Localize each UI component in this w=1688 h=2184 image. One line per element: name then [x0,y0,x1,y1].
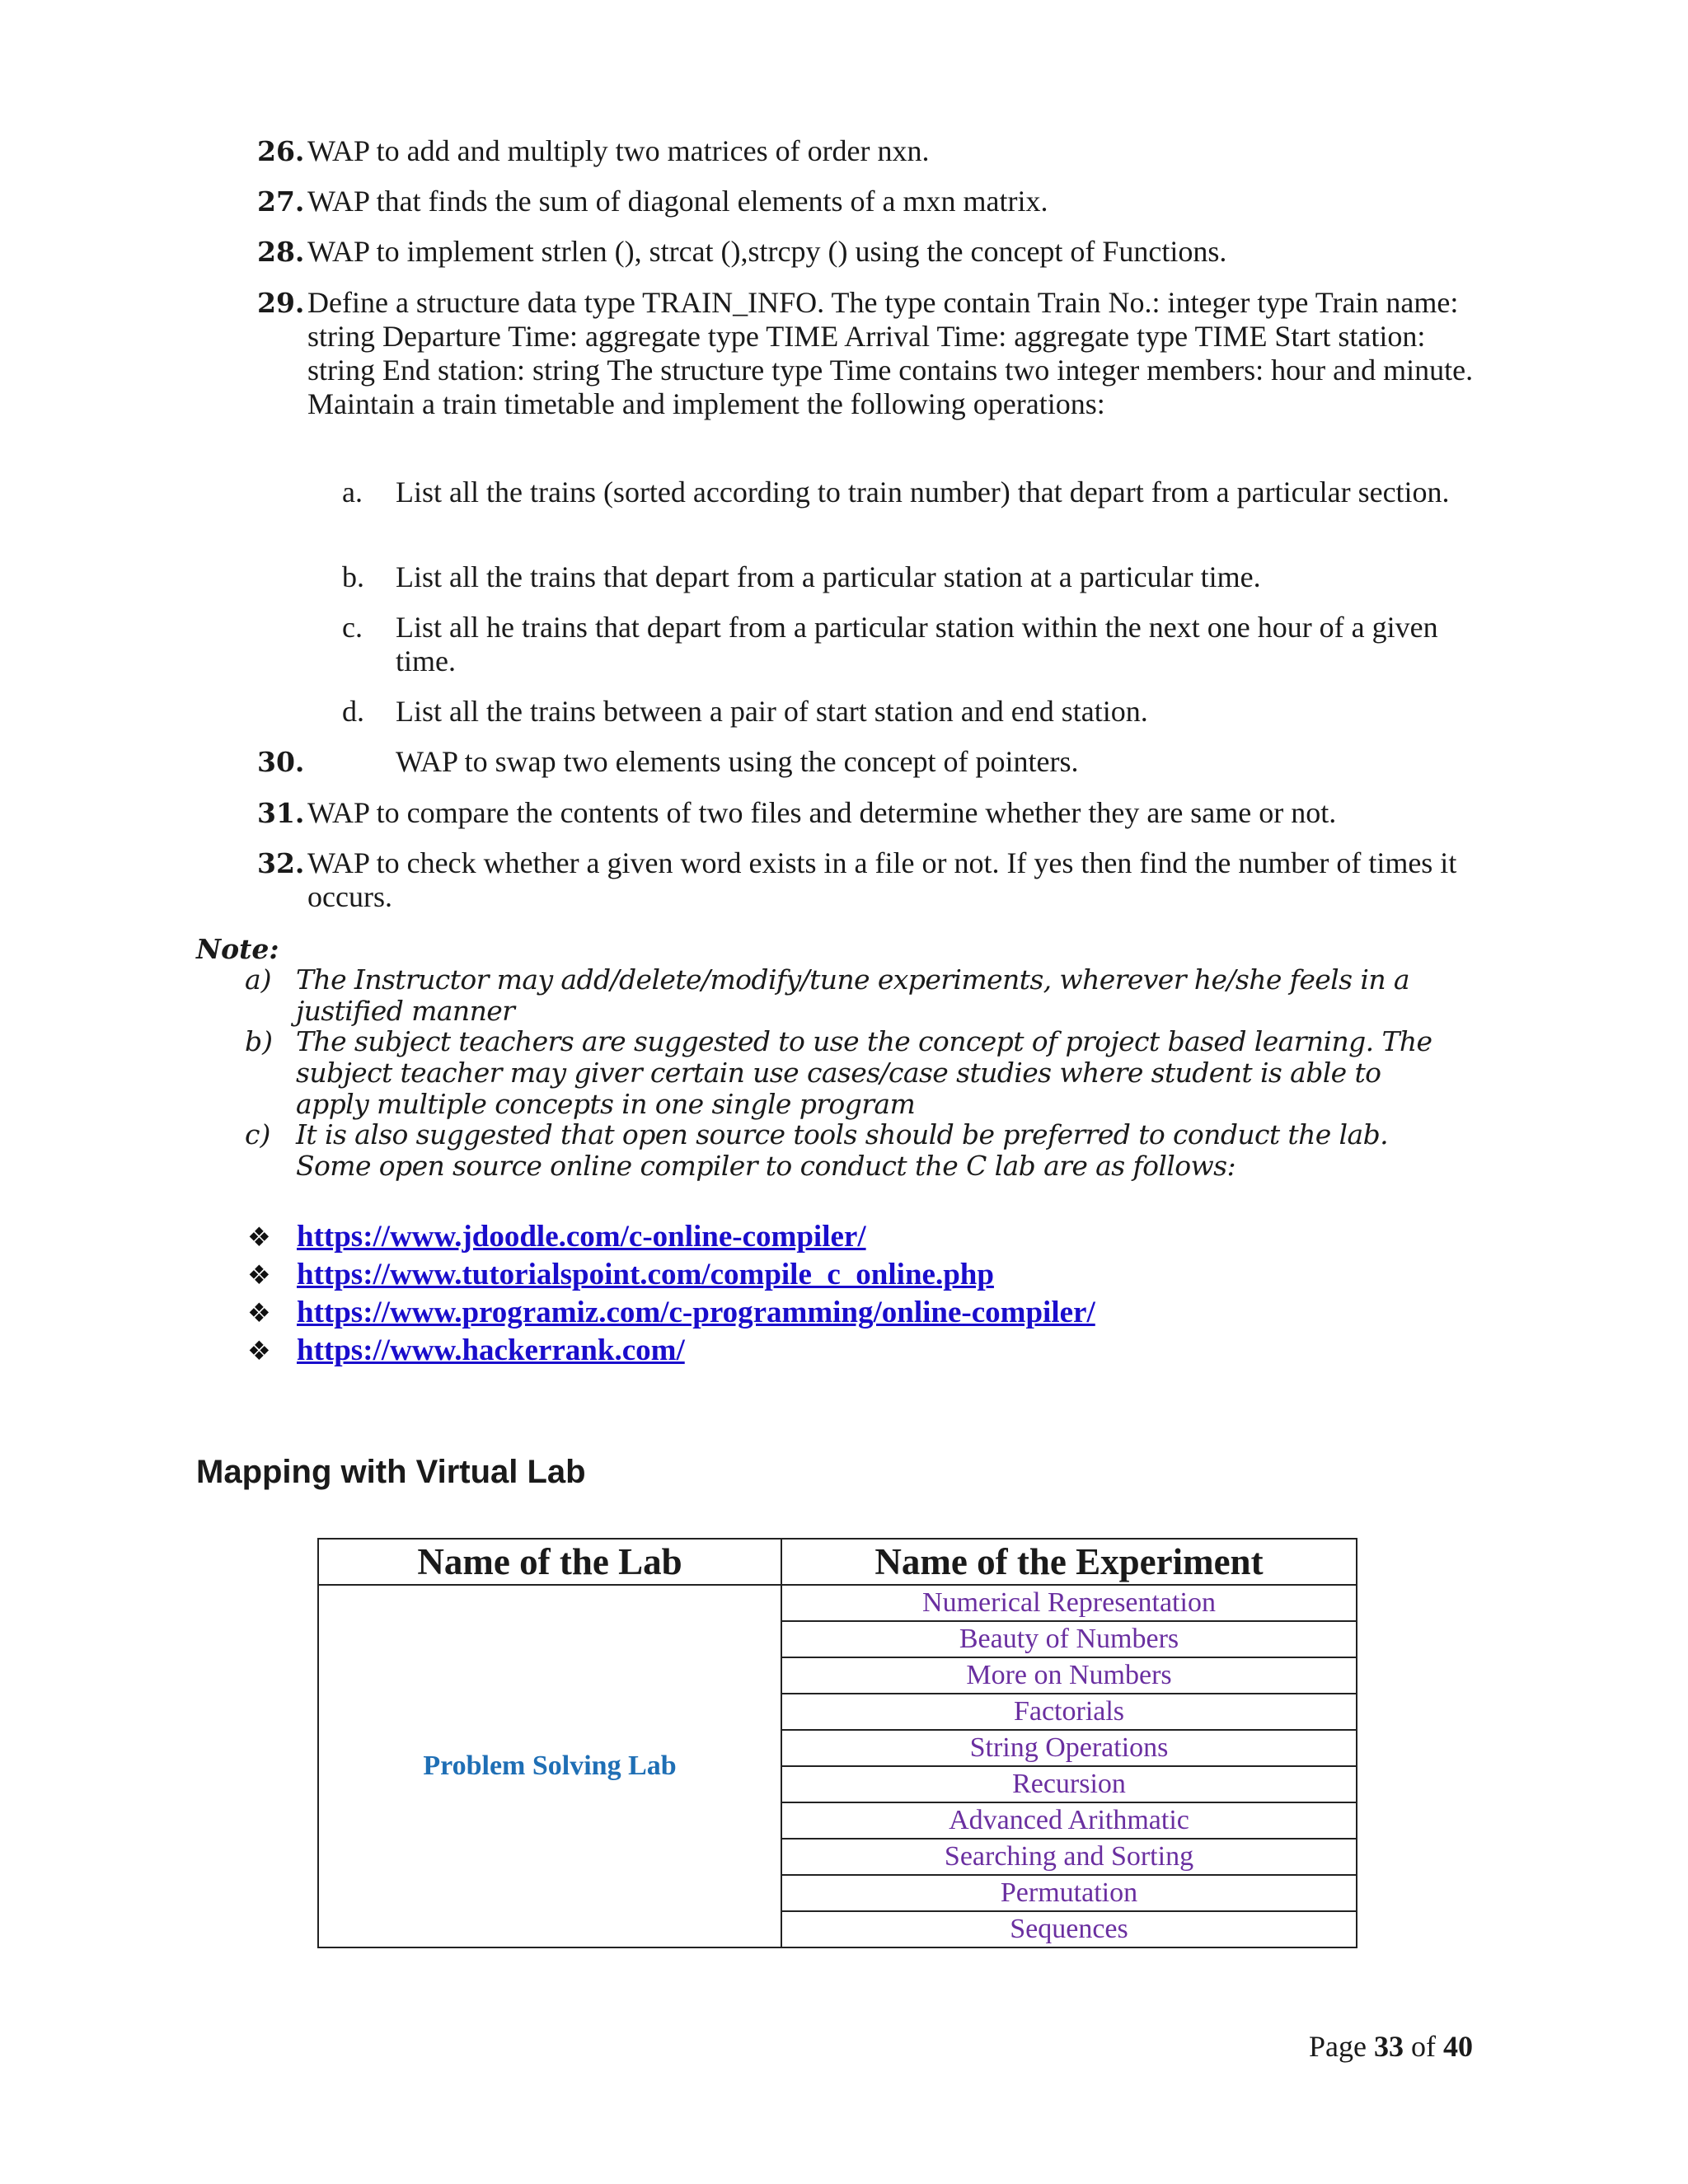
item-number: 32. [257,847,305,879]
lab-column-header: Name of the Lab [318,1539,781,1585]
experiment-cell: Beauty of Numbers [781,1621,1357,1657]
page-of: of [1410,2030,1436,2063]
page-prefix: Page [1309,2030,1367,2063]
tutorialspoint-link[interactable]: https://www.tutorialspoint.com/compile_c_online.php [297,1258,994,1291]
item-text: WAP that finds the sum of diagonal elements of a mxn matrix. [307,185,1048,218]
link-item [247,1256,1095,1294]
experiment-cell: Searching and Sorting [781,1839,1357,1875]
table-row [318,1585,1357,1621]
note-text: The subject teachers are suggested to use the concept of project based learning. The subject teacher may giver certain use cases/case studies where student is able to apply multiple concepts in one single program [296,1025,1432,1120]
item-text: WAP to implement strlen (), strcat (),strcpy () using the concept of Functions. [307,235,1227,268]
note-item-b [245,1026,1456,1120]
item-number: 30. [257,746,305,778]
note-item-a [245,964,1456,1027]
link-item [247,1294,1095,1332]
note-item-c [245,1119,1456,1182]
subitem-letter: a. [342,476,363,509]
item-number: 28. [257,236,305,268]
item-31 [257,796,1485,830]
item-text: Define a structure data type TRAIN_INFO. The type contain Train No.: integer type Train name: string Departure Time: aggregate type TIME Arrival Time: aggregate type TIME Start station: string End station: string The structure type Time contains two integer members: hour and minute. Maintain a train timetable and implement the following operations: [307,286,1474,420]
experiment-cell: Sequences [781,1911,1357,1947]
subitem-a [342,476,1488,509]
subitem-b [342,560,1488,594]
note-letter: b) [245,1025,273,1057]
experiment-cell: Permutation [781,1875,1357,1911]
table-header-row [318,1539,1357,1585]
current-page: 33 [1373,2030,1404,2063]
item-30 [257,745,1485,779]
subitem-text: List all the trains that depart from a particular station at a particular time. [396,560,1261,593]
subitem-c [342,611,1488,678]
item-number: 26. [257,135,305,167]
item-number: 29. [257,287,305,319]
lab-name-cell: Problem Solving Lab [318,1585,781,1947]
link-item [247,1218,1095,1256]
note-heading: Note: [196,933,279,965]
subitem-letter: b. [342,560,364,593]
diamond-bullet-icon: ❖ [247,1298,271,1328]
section-title: Mapping with Virtual Lab [196,1454,586,1490]
experiment-cell: More on Numbers [781,1657,1357,1694]
subitem-text: List all the trains between a pair of start station and end station. [396,695,1148,728]
note-text: The Instructor may add/delete/modify/tune experiments, wherever he/she feels in a justified manner [296,963,1409,1027]
note-letter: a) [245,963,272,996]
item-27 [257,185,1485,218]
subitem-d [342,695,1488,729]
subitem-text: List all he trains that depart from a particular station within the next one hour of a given time. [396,611,1438,677]
item-text: WAP to check whether a given word exists in a file or not. If yes then find the number of times it occurs. [307,846,1457,913]
diamond-bullet-icon: ❖ [247,1336,271,1366]
item-29 [257,286,1485,421]
hackerrank-link[interactable]: https://www.hackerrank.com/ [297,1333,685,1367]
virtual-lab-table [317,1538,1357,1948]
experiment-cell: String Operations [781,1730,1357,1766]
note-text: It is also suggested that open source tools should be preferred to conduct the lab. Some open source online compiler to conduct the C lab are as follows: [296,1118,1389,1182]
subitem-text: List all the trains (sorted according to train number) that depart from a particular section. [396,476,1450,509]
item-text: WAP to compare the contents of two files and determine whether they are same or not. [307,796,1337,829]
item-32 [257,846,1485,914]
diamond-bullet-icon: ❖ [247,1222,271,1252]
item-26 [257,134,1485,168]
page-number [1309,2029,1473,2064]
item-text: WAP to swap two elements using the concept of pointers. [396,745,1079,778]
item-text: WAP to add and multiply two matrices of order nxn. [307,134,930,167]
experiment-column-header: Name of the Experiment [781,1539,1357,1585]
subitem-letter: c. [342,611,363,644]
subitem-letter: d. [342,695,364,728]
compiler-link-list [247,1218,1095,1370]
programiz-link[interactable]: https://www.programiz.com/c-programming/online-compiler/ [297,1296,1095,1329]
item-number: 27. [257,185,305,218]
note-letter: c) [245,1118,271,1151]
total-pages: 40 [1442,2030,1473,2063]
experiment-cell: Numerical Representation [781,1585,1357,1621]
diamond-bullet-icon: ❖ [247,1260,271,1290]
item-28 [257,235,1485,269]
link-item [247,1332,1095,1370]
item-number: 31. [257,797,305,829]
experiment-cell: Factorials [781,1694,1357,1730]
experiment-cell: Advanced Arithmatic [781,1802,1357,1839]
experiment-cell: Recursion [781,1766,1357,1802]
jdoodle-link[interactable]: https://www.jdoodle.com/c-online-compiler/ [297,1220,866,1254]
